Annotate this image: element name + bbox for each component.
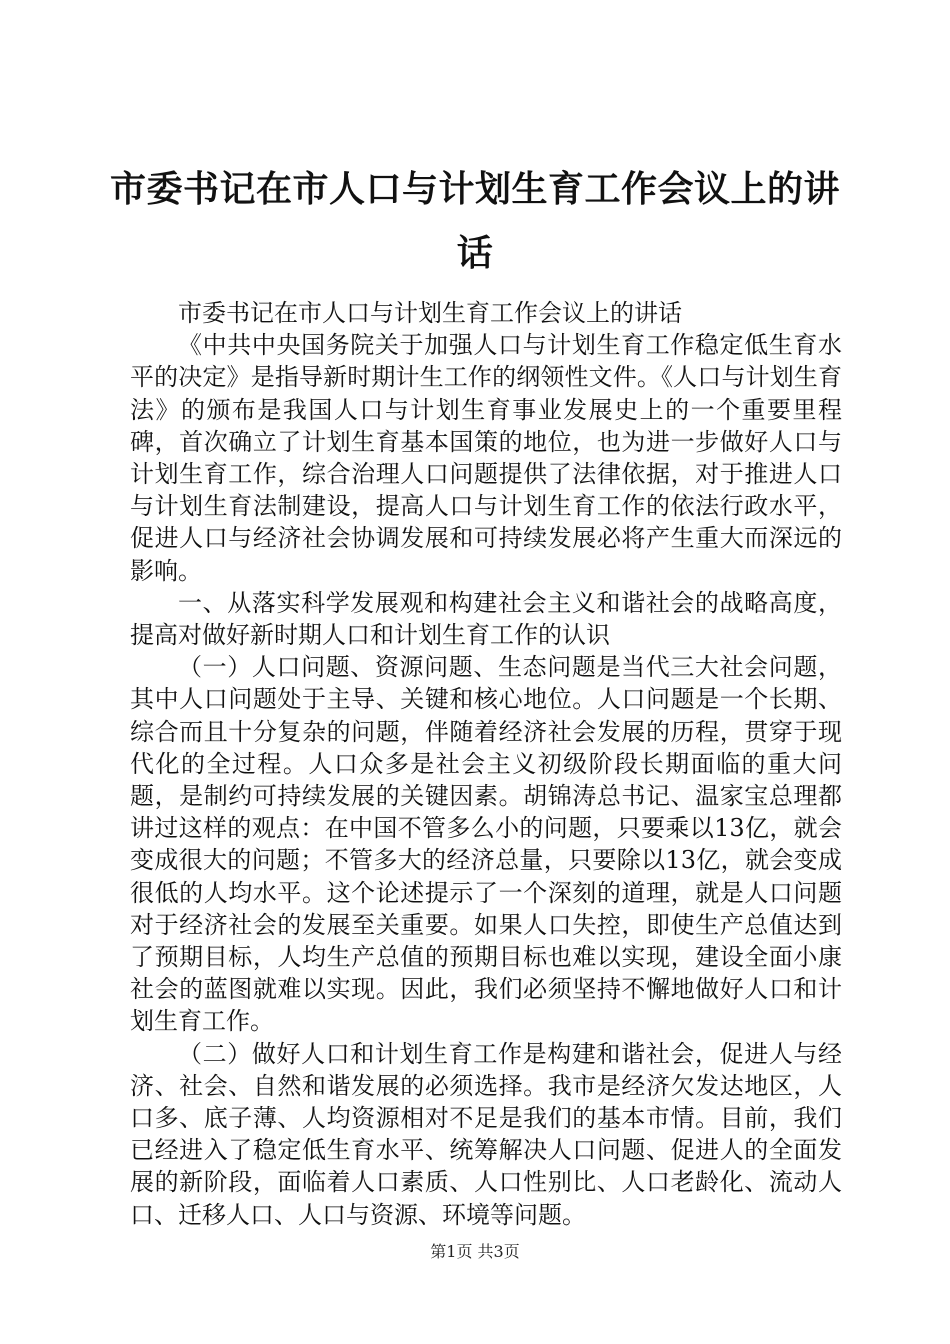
paragraph-subtitle: 市委书记在市人口与计划生育工作会议上的讲话 (178, 299, 682, 327)
paragraph-subsection-two: （二）做好人口和计划生育工作是构建和谐社会，促进人与经济、社会、自然和谐发展的必须选择。我市是经济欠发达地区，人口多、底子薄、人均资源相对不足是我们的基本市情。目前，我们已经进入了稳定低生育水平、统筹解决人口问题、促进人的全面发展的新阶段，面临着人口素质、人口性别比、人口老龄化、流动人口、迁移人口、人口与资源、环境等问题。 (130, 1039, 842, 1229)
document-body (130, 297, 842, 1231)
paragraph-intro: 《中共中央国务院关于加强人口与计划生育工作稳定低生育水平的决定》是指导新时期计生工作的纲领性文件。《人口与计划生育法》的颁布是我国人口与计划生育事业发展史上的一个重要里程碑，首次确立了计划生育基本国策的地位，也为进一步做好人口与计划生育工作，综合治理人口问题提供了法律依据，对于推进人口与计划生育法制建设，提高人口与计划生育工作的依法行政水平，促进人口与经济社会协调发展和可持续发展必将产生重大而深远的影响。 (130, 331, 842, 585)
page-number-footer: 第1页 共3页 (430, 1242, 520, 1261)
document-title: 市委书记在市人口与计划生育工作会议上的讲话 (110, 169, 841, 274)
section-heading-one: 一、从落实科学发展观和构建社会主义和谐社会的战略高度，提高对做好新时期人口和计划生育工作的认识 (130, 588, 842, 650)
paragraph-subsection-one: （一）人口问题、资源问题、生态问题是当代三大社会问题，其中人口问题处于主导、关键和核心地位。人口问题是一个长期、综合而且十分复杂的问题，伴随着经济社会发展的历程，贯穿于现代化的全过程。人口众多是社会主义初级阶段长期面临的重大问题，是制约可持续发展的关键因素。胡锦涛总书记、温家宝总理都讲过这样的观点：在中国不管多么小的问题，只要乘以13亿，就会变成很大的问题；不管多大的经济总量，只要除以13亿，就会变成很低的人均水平。这个论述提示了一个深刻的道理，就是人口问题对于经济社会的发展至关重要。如果人口失控，即使生产总值达到了预期目标，人均生产总值的预期目标也难以实现，建设全面小康社会的蓝图就难以实现。因此，我们必须坚持不懈地做好人口和计划生育工作。 (130, 653, 842, 1036)
